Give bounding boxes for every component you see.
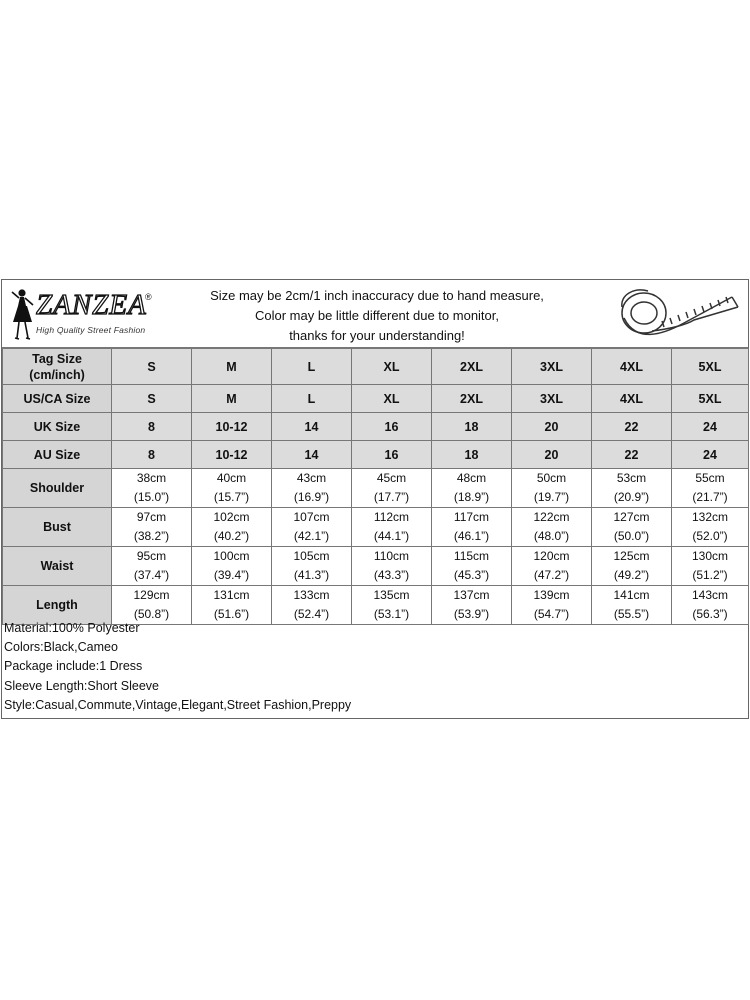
measurement-cell: [352, 469, 432, 508]
measurement-cell: [512, 469, 592, 508]
size-cell: 5XL: [672, 349, 749, 385]
measurement-cm: 117cm: [453, 510, 490, 524]
measurement-inch: (51.2”): [692, 568, 728, 582]
detail-style: Style:Casual,Commute,Vintage,Elegant,Street Fashion,Preppy: [4, 697, 352, 712]
size-cell: 14: [272, 413, 352, 441]
measurement-inch: (46.1”): [453, 529, 490, 543]
measurement-label: Shoulder: [3, 469, 112, 508]
measurement-cm: 115cm: [453, 549, 490, 563]
row-header: [3, 441, 112, 469]
measurement-cm: 48cm: [456, 471, 487, 485]
woman-silhouette-icon: [8, 288, 38, 342]
measurement-inch: (18.9”): [453, 490, 490, 504]
measurement-label: Waist: [3, 547, 112, 586]
row-header: [3, 385, 112, 413]
measurement-row: [3, 508, 749, 547]
brand-name: ZANZEA: [36, 289, 147, 321]
measurement-inch: (48.0”): [533, 529, 570, 543]
size-cell: 18: [432, 441, 512, 469]
measurement-cm: 133cm: [293, 588, 330, 602]
detail-colors: Colors:Black,Cameo: [4, 640, 118, 655]
size-cell: S: [112, 349, 192, 385]
measurement-inch: (21.7”): [692, 490, 728, 504]
measurement-inch: (53.9”): [453, 607, 490, 621]
measurement-cm: 105cm: [293, 549, 330, 563]
measurement-inch: (50.0”): [613, 529, 650, 543]
size-cell: 18: [432, 413, 512, 441]
size-cell: L: [272, 385, 352, 413]
measurement-cm: 137cm: [453, 588, 490, 602]
measurement-inch: (42.1”): [293, 529, 330, 543]
row-header: [3, 413, 112, 441]
measurement-cm: 45cm: [376, 471, 407, 485]
measurement-inch: (53.1”): [373, 607, 410, 621]
measurement-cm: 127cm: [613, 510, 650, 524]
row-header-label: US/CA Size: [23, 391, 91, 406]
size-row: [3, 385, 749, 413]
size-row: [3, 441, 749, 469]
measurement-cell: [432, 508, 512, 547]
measurement-cell: [192, 508, 272, 547]
size-cell: XL: [352, 385, 432, 413]
measurement-cell: [672, 508, 749, 547]
measurement-inch: (56.3”): [692, 607, 728, 621]
row-header-label: Tag Size: [32, 351, 82, 366]
size-cell: M: [192, 385, 272, 413]
measurement-cell: [592, 547, 672, 586]
measurement-inch: (40.2”): [213, 529, 250, 543]
measurement-cm: 131cm: [213, 588, 250, 602]
size-cell: XL: [352, 349, 432, 385]
measurement-cm: 43cm: [296, 471, 327, 485]
size-cell: 24: [672, 413, 749, 441]
measurement-inch: (52.4”): [293, 607, 330, 621]
measurement-cell: [352, 547, 432, 586]
measurement-cell: [112, 508, 192, 547]
size-cell: 2XL: [432, 385, 512, 413]
row-header-sublabel: (cm/inch): [29, 367, 85, 382]
size-cell: L: [272, 349, 352, 385]
measurement-cell: [512, 547, 592, 586]
size-cell: 20: [512, 441, 592, 469]
size-row: [3, 413, 749, 441]
measurement-cell: [512, 508, 592, 547]
measurement-cell: [352, 508, 432, 547]
measurement-cell: [112, 547, 192, 586]
measurement-cm: 130cm: [691, 549, 729, 563]
size-cell: 14: [272, 441, 352, 469]
measurement-cm: 95cm: [136, 549, 167, 563]
measurement-inch: (44.1”): [373, 529, 410, 543]
measurement-cm: 107cm: [293, 510, 330, 524]
measurement-cell: [192, 547, 272, 586]
measurement-cm: 125cm: [613, 549, 650, 563]
measurement-inch: (47.2”): [533, 568, 570, 582]
notice-line: Size may be 2cm/1 inch inaccuracy due to hand measure,: [210, 288, 544, 303]
measurement-inch: (15.0”): [133, 490, 170, 504]
brand-tagline: High Quality Street Fashion: [36, 325, 146, 335]
measurement-cell: [272, 508, 352, 547]
measurement-inch: (20.9”): [613, 490, 650, 504]
measurement-cm: 50cm: [536, 471, 567, 485]
measurement-inch: (54.7”): [533, 607, 570, 621]
size-table: [2, 348, 749, 625]
measurement-cell: [192, 469, 272, 508]
notice-line: thanks for your understanding!: [289, 328, 465, 343]
size-cell: 8: [112, 413, 192, 441]
measurement-cm: 53cm: [616, 471, 647, 485]
size-cell: 16: [352, 441, 432, 469]
detail-sleeve-length: Sleeve Length:Short Sleeve: [4, 678, 159, 693]
measurement-inch: (49.2”): [613, 568, 650, 582]
measurement-inch: (19.7”): [533, 490, 570, 504]
measurement-inch: (16.9”): [293, 490, 330, 504]
measurement-inch: (52.0”): [692, 529, 728, 543]
measurement-inch: (37.4”): [133, 568, 170, 582]
size-cell: S: [112, 385, 192, 413]
size-cell: 4XL: [592, 349, 672, 385]
size-row: [3, 349, 749, 385]
size-chart-sheet: [1, 279, 749, 719]
measurement-cell: [592, 469, 672, 508]
size-cell: 3XL: [512, 349, 592, 385]
size-cell: 22: [592, 413, 672, 441]
size-cell: 24: [672, 441, 749, 469]
measurement-cm: 55cm: [695, 471, 725, 485]
measurement-cell: [432, 547, 512, 586]
row-header-label: UK Size: [33, 419, 81, 434]
measurement-cell: [272, 547, 352, 586]
measurement-cell: [112, 469, 192, 508]
size-cell: 10-12: [192, 413, 272, 441]
size-cell: 10-12: [192, 441, 272, 469]
measurement-cm: 141cm: [613, 588, 650, 602]
measurement-row: [3, 547, 749, 586]
registered-mark: ®: [145, 292, 152, 302]
size-cell: 3XL: [512, 385, 592, 413]
measurement-cm: 102cm: [213, 510, 250, 524]
measurement-cell: [672, 469, 749, 508]
measurement-row: [3, 469, 749, 508]
size-cell: 4XL: [592, 385, 672, 413]
size-cell: 8: [112, 441, 192, 469]
measurement-label: Bust: [3, 508, 112, 547]
brand-logo: [6, 286, 156, 342]
measurement-cm: 120cm: [533, 549, 570, 563]
measurement-inch: (51.6”): [213, 607, 250, 621]
measurement-cm: 112cm: [373, 510, 410, 524]
detail-package: Package include:1 Dress: [4, 659, 143, 674]
measurement-cm: 122cm: [533, 510, 570, 524]
size-cell: 5XL: [672, 385, 749, 413]
measurement-inch: (43.3”): [373, 568, 410, 582]
measurement-cm: 129cm: [133, 588, 170, 602]
measurement-notice: [172, 286, 582, 346]
measurement-cell: [272, 469, 352, 508]
measurement-inch: (38.2”): [133, 529, 170, 543]
measurement-cm: 97cm: [136, 510, 167, 524]
size-cell: 22: [592, 441, 672, 469]
measurement-cell: [432, 469, 512, 508]
measurement-inch: (50.8”): [133, 607, 170, 621]
size-cell: 2XL: [432, 349, 512, 385]
measurement-cell: [592, 508, 672, 547]
measurement-inch: (39.4”): [213, 568, 250, 582]
measurement-cm: 139cm: [533, 588, 570, 602]
measurement-inch: (55.5”): [613, 607, 650, 621]
measurement-cm: 40cm: [216, 471, 247, 485]
measurement-label: Length: [3, 586, 112, 625]
measurement-inch: (45.3”): [453, 568, 490, 582]
measurement-cm: 110cm: [373, 549, 410, 563]
measurement-cm: 135cm: [373, 588, 410, 602]
measurement-cm: 132cm: [691, 510, 729, 524]
row-header: [3, 349, 112, 385]
measuring-tape-icon: [614, 285, 744, 343]
measurement-cm: 143cm: [691, 588, 729, 602]
size-cell: M: [192, 349, 272, 385]
notice-line: Color may be little different due to monitor,: [255, 308, 499, 323]
size-cell: 20: [512, 413, 592, 441]
detail-material: Material:100% Polyester: [4, 621, 140, 635]
measurement-cm: 38cm: [136, 471, 167, 485]
size-chart-header: [2, 280, 748, 348]
measurement-inch: (15.7”): [213, 490, 250, 504]
measurement-inch: (41.3”): [293, 568, 330, 582]
measurement-cm: 100cm: [213, 549, 250, 563]
measurement-inch: (17.7”): [373, 490, 410, 504]
product-details: [4, 619, 744, 715]
measurement-cell: [672, 547, 749, 586]
row-header-label: AU Size: [33, 447, 81, 462]
size-cell: 16: [352, 413, 432, 441]
